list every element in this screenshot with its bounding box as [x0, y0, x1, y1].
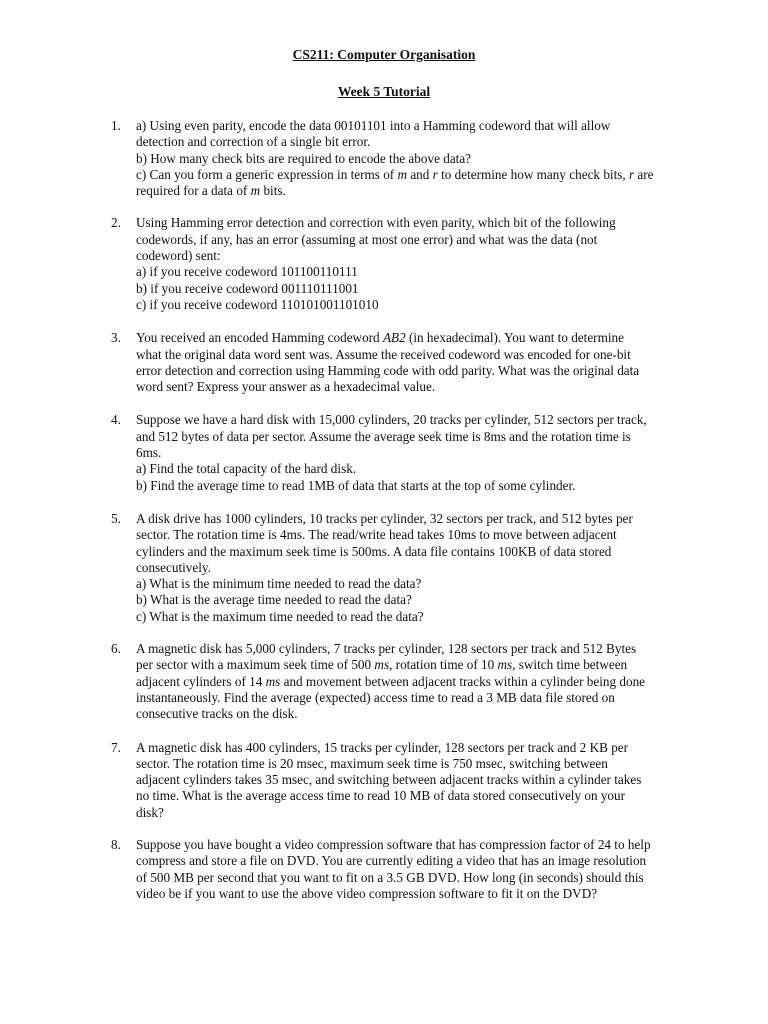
question-line: sector. The rotation time is 4ms. The read/write head takes 10ms to move between adjacent	[136, 527, 617, 543]
question-8	[0, 837, 768, 902]
question-number: 3.	[111, 330, 121, 346]
question-6	[0, 641, 768, 722]
question-line: sector. The rotation time is 20 msec, maximum seek time is 750 msec, switching between	[136, 755, 608, 771]
question-line: c) if you receive codeword 110101001101010	[136, 296, 379, 312]
question-line: consecutive tracks on the disk.	[136, 706, 298, 722]
question-line: a) Using even parity, encode the data 00101101 into a Hamming codeword that will allow	[136, 118, 611, 133]
question-7	[0, 740, 768, 821]
question-line: adjacent cylinders takes 35 msec, and switching between adjacent tracks within a cylinder takes	[136, 772, 642, 788]
question-line: a) Find the total capacity of the hard disk.	[136, 461, 357, 477]
question-text	[136, 118, 668, 199]
question-line: b) Find the average time to read 1MB of data that starts at the top of some cylinder.	[136, 477, 576, 493]
question-line: adjacent cylinders of 14 ms and movement between adjacent tracks within a cylinder being done	[136, 673, 646, 689]
question-line: c) Can you form a generic expression in terms of m and r to determine how many check bits, r are	[136, 166, 654, 182]
question-line: video be if you want to use the above video compression software to fit it on the DVD?	[136, 885, 598, 901]
question-line: detection and correction of a single bit error.	[136, 134, 371, 150]
question-number: 7.	[111, 739, 121, 755]
question-line: 6ms.	[136, 445, 162, 461]
question-line: A magnetic disk has 400 cylinders, 15 tracks per cylinder, 128 sectors per track and 2 KB per	[136, 739, 629, 755]
question-line: cylinders and the maximum seek time is 500ms. A data file contains 100KB of data stored	[136, 543, 612, 559]
question-text	[136, 511, 668, 625]
question-line: b) if you receive codeword 001110111001	[136, 280, 359, 296]
question-line: error detection and correction using Hamming code with odd parity. What was the original data	[136, 362, 640, 378]
question-1	[0, 118, 768, 199]
course-title: CS211: Computer Organisation	[292, 47, 476, 62]
question-3	[0, 330, 768, 395]
question-line: disk?	[136, 804, 164, 820]
question-line: codewords, if any, has an error (assuming at most one error) and what was the data (not	[136, 231, 598, 247]
question-line: c) What is the maximum time needed to read the data?	[136, 608, 424, 624]
question-line: and 512 bytes of data per sector. Assume the average seek time is 8ms and the rotation time is	[136, 428, 631, 444]
question-line: consecutively.	[136, 559, 211, 575]
question-text	[136, 740, 668, 821]
question-line: of 500 MB per second that you want to fit on a 3.5 GB DVD. How long (in seconds) should this	[136, 869, 644, 885]
question-line: a) What is the minimum time needed to read the data?	[136, 576, 422, 592]
question-number: 4.	[111, 412, 121, 428]
question-text	[136, 215, 668, 313]
question-5	[0, 511, 768, 625]
question-line: instantaneously. Find the average (expected) access time to read a 3 MB data file stored on	[136, 689, 615, 705]
question-line: no time. What is the average access time to read 10 MB of data stored consecutively on your	[136, 788, 626, 804]
question-number: 6.	[111, 641, 121, 657]
question-line: what the original data word sent was. Assume the received codeword was encoded for one-bit	[136, 346, 631, 362]
question-text	[136, 412, 668, 493]
question-4	[0, 412, 768, 493]
question-line: word sent? Express your answer as a hexadecimal value.	[136, 379, 436, 395]
question-text	[136, 837, 668, 902]
question-number: 2.	[111, 215, 121, 231]
question-line: Suppose we have a hard disk with 15,000 cylinders, 20 tracks per cylinder, 512 sectors per track,	[136, 412, 647, 428]
question-number: 1.	[111, 118, 121, 133]
question-line: per sector with a maximum seek time of 500 ms, rotation time of 10 ms, switch time between	[136, 657, 628, 673]
question-2	[0, 215, 768, 313]
question-line: a) if you receive codeword 101100110111	[136, 264, 358, 280]
tutorial-title: Week 5 Tutorial	[337, 84, 431, 99]
question-line: b) What is the average time needed to read the data?	[136, 592, 412, 608]
question-text	[136, 330, 668, 395]
question-list	[0, 118, 768, 902]
question-line: Suppose you have bought a video compression software that has compression factor of 24 to help	[136, 836, 651, 852]
question-line: A disk drive has 1000 cylinders, 10 tracks per cylinder, 32 sectors per track, and 512 bytes per	[136, 510, 633, 526]
question-line: required for a data of m bits.	[136, 183, 286, 199]
question-number: 5.	[111, 510, 121, 526]
question-line: codeword) sent:	[136, 248, 221, 264]
question-line: You received an encoded Hamming codeword AB2 (in hexadecimal). You want to determine	[136, 330, 624, 346]
question-line: b) How many check bits are required to encode the above data?	[136, 150, 472, 166]
question-line: compress and store a file on DVD. You are currently editing a video that has an image resolution	[136, 853, 647, 869]
question-line: A magnetic disk has 5,000 cylinders, 7 tracks per cylinder, 128 sectors per track and 512 Bytes	[136, 641, 637, 657]
question-line: Using Hamming error detection and correction with even parity, which bit of the following	[136, 215, 616, 231]
question-text	[136, 641, 668, 722]
question-number: 8.	[111, 836, 121, 852]
